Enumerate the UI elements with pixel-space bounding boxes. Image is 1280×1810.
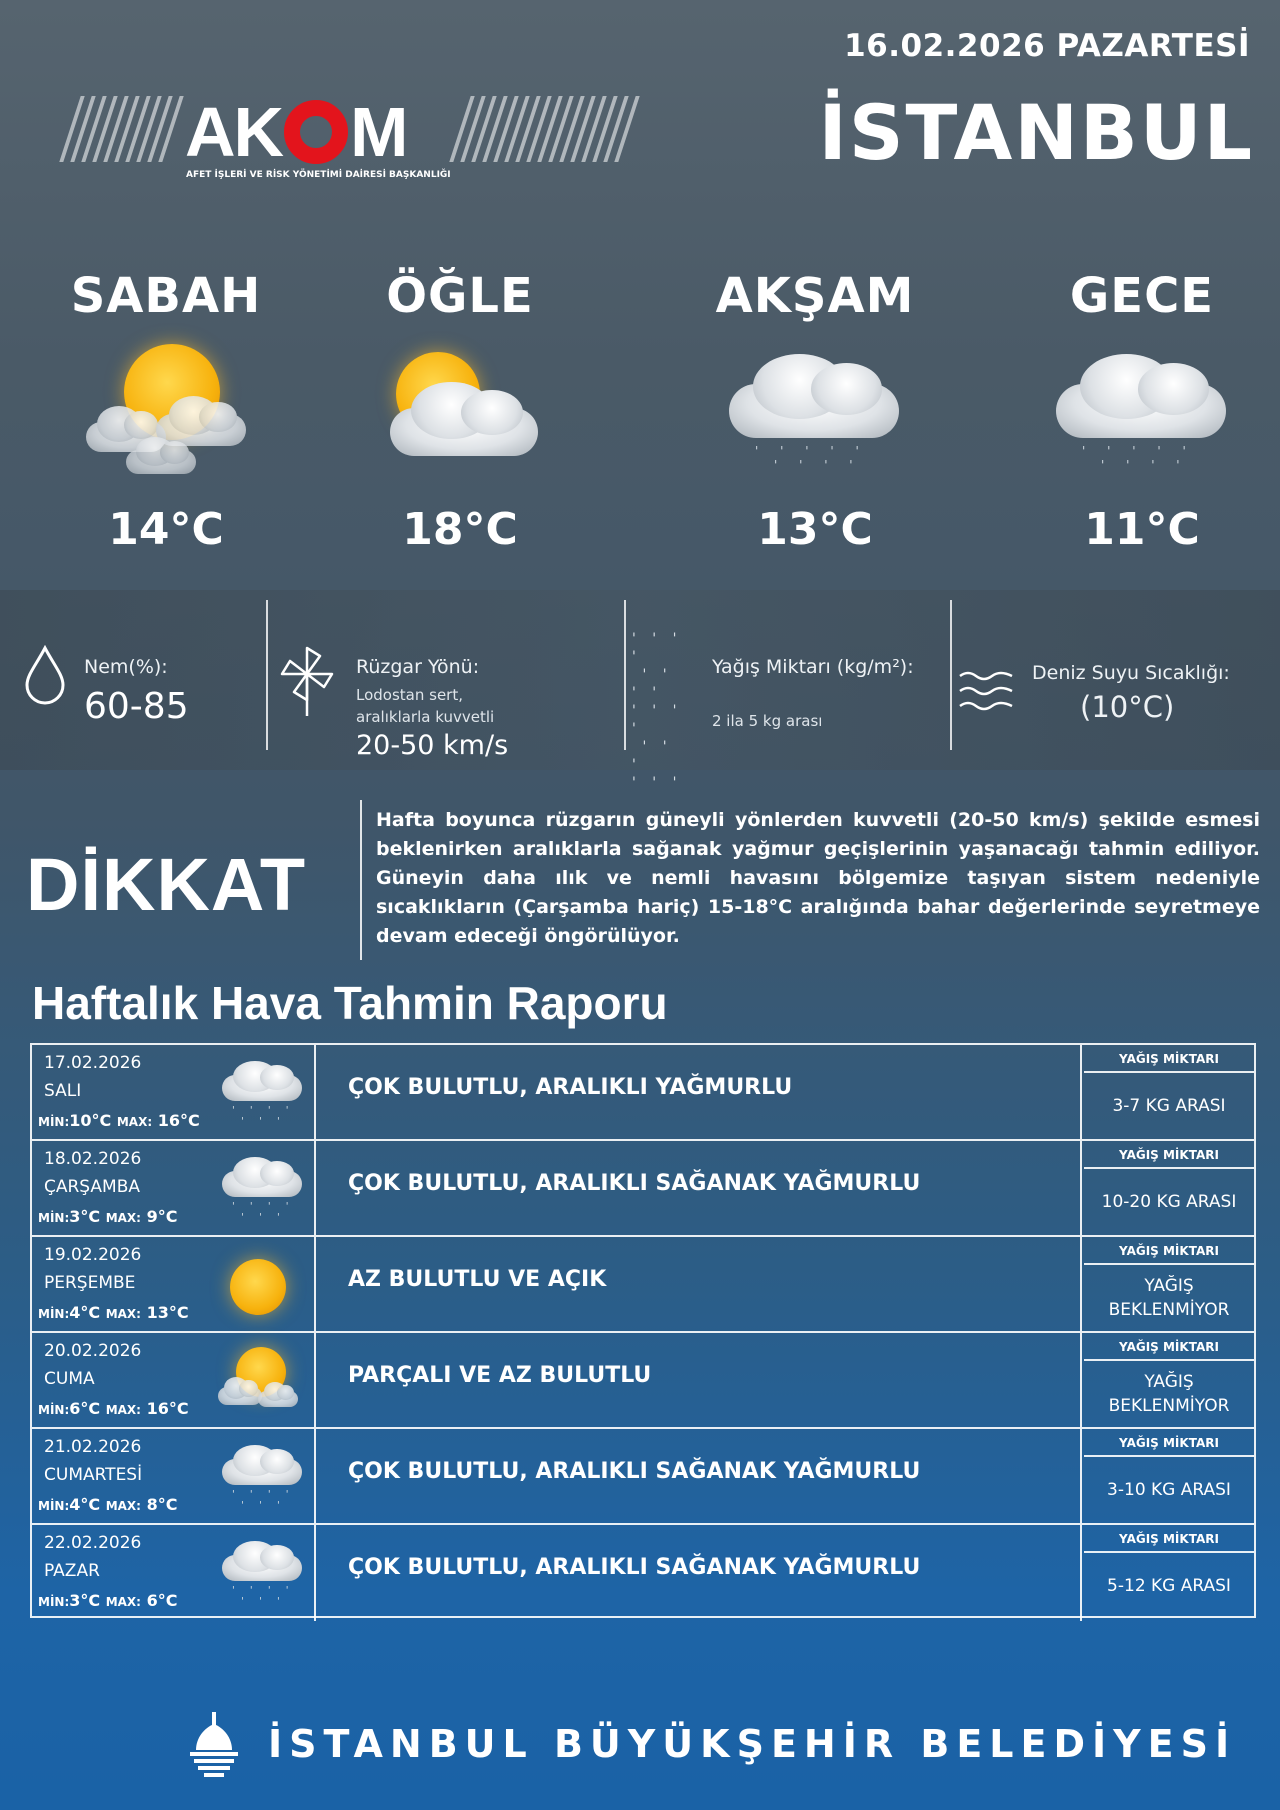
table-row [32,1141,1254,1237]
day-name: CUMARTESİ [44,1465,143,1485]
logo-stripes-right [460,96,629,162]
pinwheel-icon [276,642,338,718]
day-min-max: MİN:3°C MAX: 6°C [38,1591,178,1610]
sea-temp-value: (10°C) [1080,690,1175,724]
desc-cell [318,1141,1082,1235]
day-min-max: MİN:4°C MAX: 13°C [38,1303,189,1322]
logo-text-right: M [350,93,407,171]
rain-cloud-icon: ' ' ' ' ' ' ' ' ' [1012,344,1272,494]
rain-amount: 5-12 KG ARASI [1107,1576,1231,1596]
table-row [32,1237,1254,1333]
day-description: ÇOK BULUTLU, ARALIKLI SAĞANAK YAĞMURLU [348,1459,921,1484]
day-name: PAZAR [44,1561,100,1581]
precip-label: Yağış Miktarı (kg/m²): [712,656,914,678]
period-name: AKŞAM [715,268,915,324]
logo-subtitle: AFET İŞLERİ VE RİSK YÖNETİMİ DAİRESİ BAŞKANLIĞI [186,170,451,180]
sun-behind-clouds-icon [212,1341,302,1421]
day-min-max: MİN:10°C MAX: 16°C [38,1111,200,1130]
day-cell [32,1045,316,1139]
rain-cell [1084,1429,1254,1523]
precip-value: 2 ila 5 kg arası [712,712,823,730]
wind-detail-1: Lodostan sert, [356,686,463,704]
day-description: ÇOK BULUTLU, ARALIKLI YAĞMURLU [348,1075,793,1100]
rain-cloud-icon: ' ' ' ' ' ' ' [212,1533,302,1613]
desc-cell [318,1045,1082,1139]
day-date: 19.02.2026 [44,1245,142,1265]
period-aksam [685,268,945,555]
day-date: 20.02.2026 [44,1341,142,1361]
table-row [32,1525,1254,1621]
period-name: GECE [1069,268,1215,324]
rain-header: YAĞIŞ MİKTARI [1084,1237,1254,1265]
day-description: ÇOK BULUTLU, ARALIKLI SAĞANAK YAĞMURLU [348,1555,921,1580]
precip-info [630,590,940,791]
rain-cloud-icon: ' ' ' ' ' ' ' ' ' [685,344,945,494]
day-date: 21.02.2026 [44,1437,142,1457]
table-row [32,1045,1254,1141]
warning-text: Hafta boyunca rüzgarın güneyli yönlerden kuvvetli (20-50 km/s) şekilde esmesi beklenirken aralıklarla sağanak yağmur geçişlerinin yaşanacağı tahmin ediliyor. Güneyin daha ılık ve nemli havasını bölgemize taşıyan sistem nedeniyle sıcaklıkların (Çarşamba hariç) 15-18°C aralığında bahar değerlerinde seyretmeye devam edeceği öngörülüyor. [376,809,1260,947]
waves-icon [958,668,1014,714]
footer [0,1710,1280,1780]
rain-amount: 3-7 KG ARASI [1112,1096,1226,1116]
ibb-emblem-icon [186,1710,242,1780]
period-ogle [330,268,590,555]
city-name: İSTANBUL [818,88,1254,177]
warning-box [360,800,1260,960]
rain-amount: 10-20 KG ARASI [1101,1192,1237,1212]
wind-value: 20-50 km/s [356,730,509,761]
period-sabah [36,268,296,555]
day-cell [32,1141,316,1235]
rain-amount: 3-10 KG ARASI [1107,1480,1231,1500]
desc-cell [318,1429,1082,1523]
desc-cell [318,1237,1082,1331]
rain-header: YAĞIŞ MİKTARI [1084,1525,1254,1553]
warning-title: DİKKAT [26,843,307,926]
sea-temp-info [958,590,1278,770]
period-temp: 11°C [1084,504,1200,555]
day-description: ÇOK BULUTLU, ARALIKLI SAĞANAK YAĞMURLU [348,1171,921,1196]
rain-header: YAĞIŞ MİKTARI [1084,1045,1254,1073]
sun-behind-clouds-icon [36,344,296,494]
period-temp: 18°C [402,504,518,555]
wind-detail-2: aralıklarla kuvvetli [356,708,495,726]
sun-icon [212,1245,302,1325]
rain-amount: YAĞIŞ BEKLENMİYOR [1108,1276,1230,1320]
period-gece [1012,268,1272,555]
weekly-forecast-table [30,1043,1256,1618]
logo-text-left: AK [185,93,283,171]
desc-cell [318,1333,1082,1427]
rain-cell [1084,1045,1254,1139]
day-cell [32,1429,316,1523]
sun-with-cloud-icon [330,344,590,494]
day-min-max: MİN:3°C MAX: 9°C [38,1207,178,1226]
period-name: ÖĞLE [386,268,534,324]
rain-cell [1084,1525,1254,1621]
rain-header: YAĞIŞ MİKTARI [1084,1333,1254,1361]
humidity-label: Nem(%): [84,656,168,678]
period-name: SABAH [70,268,262,324]
day-date: 18.02.2026 [44,1149,142,1169]
logo-wordmark [185,92,406,172]
day-name: ÇARŞAMBA [44,1177,141,1197]
sea-temp-label: Deniz Suyu Sıcaklığı: [1032,662,1230,684]
day-date: 17.02.2026 [44,1053,142,1073]
rain-cell [1084,1141,1254,1235]
rain-cell [1084,1237,1254,1331]
day-cell [32,1237,316,1331]
rain-amount: YAĞIŞ BEKLENMİYOR [1108,1372,1230,1416]
logo-stripes-left [70,96,173,162]
weather-info-bar [0,590,1280,791]
day-name: PERŞEMBE [44,1273,136,1293]
humidity-info [24,590,264,770]
akom-logo [70,93,610,180]
humidity-value: 60-85 [84,686,189,727]
day-description: PARÇALI VE AZ BULUTLU [348,1363,652,1388]
logo-ring-icon [284,100,348,164]
desc-cell [318,1525,1082,1621]
day-min-max: MİN:6°C MAX: 16°C [38,1399,189,1418]
day-description: AZ BULUTLU VE AÇIK [348,1267,607,1292]
day-cell [32,1525,316,1621]
report-date: 16.02.2026 PAZARTESİ [844,28,1250,64]
rain-header: YAĞIŞ MİKTARI [1084,1429,1254,1457]
weekly-title: Haftalık Hava Tahmin Raporu [32,977,668,1029]
day-date: 22.02.2026 [44,1533,142,1553]
water-drop-icon [24,645,66,705]
rain-cloud-icon: ' ' ' ' ' ' ' [212,1053,302,1133]
footer-title: İSTANBUL BÜYÜKŞEHİR BELEDİYESİ [268,1722,1237,1766]
day-min-max: MİN:4°C MAX: 8°C [38,1495,178,1514]
rain-cloud-icon: ' ' ' ' ' ' ' [212,1437,302,1517]
rain-header: YAĞIŞ MİKTARI [1084,1141,1254,1169]
period-temp: 13°C [757,504,873,555]
rain-cloud-icon: ' ' ' ' ' ' ' [212,1149,302,1229]
table-row [32,1333,1254,1429]
wind-info [276,590,616,770]
day-cell [32,1333,316,1427]
wind-label: Rüzgar Yönü: [356,656,480,678]
day-name: CUMA [44,1369,95,1389]
period-temp: 14°C [108,504,224,555]
rain-drops-icon: ' ' ' ' ' ' ' ' ' ' ' ' ' ' ' ' ' ' [632,631,683,791]
rain-cell [1084,1333,1254,1427]
day-name: SALI [44,1081,82,1101]
table-row [32,1429,1254,1525]
